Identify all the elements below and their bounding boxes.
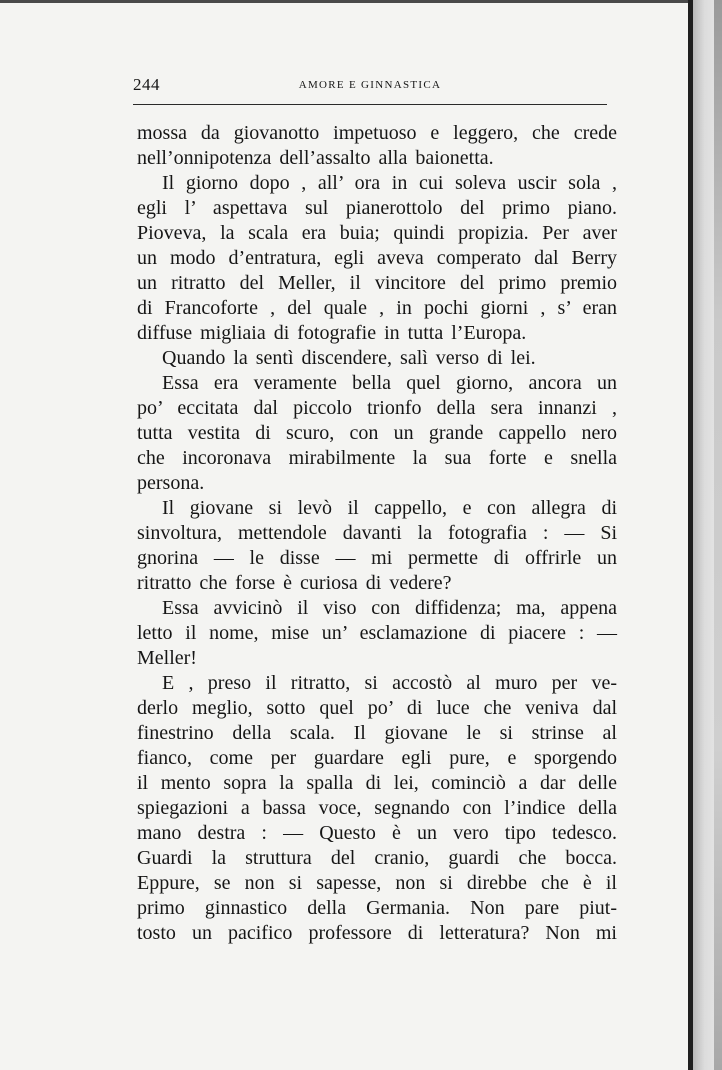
text-line: spiegazioni a bassa voce, segnando con l’indice della: [137, 797, 617, 819]
text-line: di Francoforte , del quale , in pochi giorni , s’ eran: [137, 297, 617, 319]
text-line: che incoronava mirabilmente la sua forte e snella: [137, 447, 617, 469]
text-line: fianco, come per guardare egli pure, e sporgendo: [137, 747, 617, 769]
paragraph: [137, 121, 617, 171]
text-line: Il giovane si levò il cappello, e con allegra di: [162, 497, 617, 519]
text-line: Essa avvicinò il viso con diffidenza; ma, appena: [162, 597, 617, 619]
text-line: un ritratto del Meller, il vincitore del primo premio: [137, 272, 617, 294]
scan-page-edge-top: [0, 0, 690, 3]
text-line: persona.: [137, 472, 205, 494]
scan-background-shadow: [714, 0, 722, 1070]
text-line: tutta vestita di scuro, con un grande cappello nero: [137, 422, 617, 444]
text-line: Guardi la struttura del cranio, guardi che bocca.: [137, 847, 617, 869]
page-number: 244: [133, 75, 160, 94]
text-line: E , preso il ritratto, si accostò al muro per ve-: [162, 672, 617, 694]
text-line: po’ eccitata dal piccolo trionfo della sera innanzi ,: [137, 397, 617, 419]
body-text: [137, 121, 617, 946]
text-line: gnorina — le disse — mi permette di offrirle un: [137, 547, 617, 569]
text-line: Pioveva, la scala era buia; quindi propizia. Per aver: [137, 222, 617, 244]
running-title: AMORE E GINNASTICA: [298, 79, 442, 91]
header-rule: [133, 104, 607, 105]
text-line: primo ginnastico della Germania. Non pare piut-: [137, 897, 617, 919]
text-line: sinvoltura, mettendole davanti la fotografia : — Si: [137, 522, 617, 544]
text-line: derlo meglio, sotto quel po’ di luce che veniva dal: [137, 697, 617, 719]
text-line: il mento sopra la spalla di lei, cominciò a dar delle: [137, 772, 617, 794]
text-line: nell’onnipotenza dell’assalto alla baionetta.: [137, 147, 494, 169]
running-head: [133, 74, 607, 96]
text-line: Essa era veramente bella quel giorno, ancora un: [162, 372, 617, 394]
text-line: egli l’ aspettava sul pianerottolo del primo piano.: [137, 197, 617, 219]
paragraph: [137, 496, 617, 596]
text-line: Eppure, se non si sapesse, non si direbbe che è il: [137, 872, 617, 894]
text-line: mano destra : — Questo è un vero tipo tedesco.: [137, 822, 617, 844]
text-line: finestrino della scala. Il giovane le si strinse al: [137, 722, 617, 744]
text-line: mossa da giovanotto impetuoso e leggero, che crede: [137, 122, 617, 144]
text-line: Quando la sentì discendere, salì verso di lei.: [162, 347, 536, 369]
paragraph: [137, 371, 617, 496]
text-line: letto il nome, mise un’ esclamazione di piacere : —: [137, 622, 617, 644]
text-line: un modo d’entratura, egli aveva comperato dal Berry: [137, 247, 617, 269]
paragraph: [137, 171, 617, 346]
text-line: Il giorno dopo , all’ ora in cui soleva uscir sola ,: [162, 172, 617, 194]
text-line: ritratto che forse è curiosa di vedere?: [137, 572, 452, 594]
paragraph: [137, 671, 617, 946]
paragraph: [137, 346, 617, 371]
text-line: tosto un pacifico professore di letteratura? Non mi: [137, 922, 617, 944]
text-line: diffuse migliaia di fotografie in tutta l’Europa.: [137, 322, 527, 344]
text-line: Meller!: [137, 647, 197, 669]
paragraph: [137, 596, 617, 671]
